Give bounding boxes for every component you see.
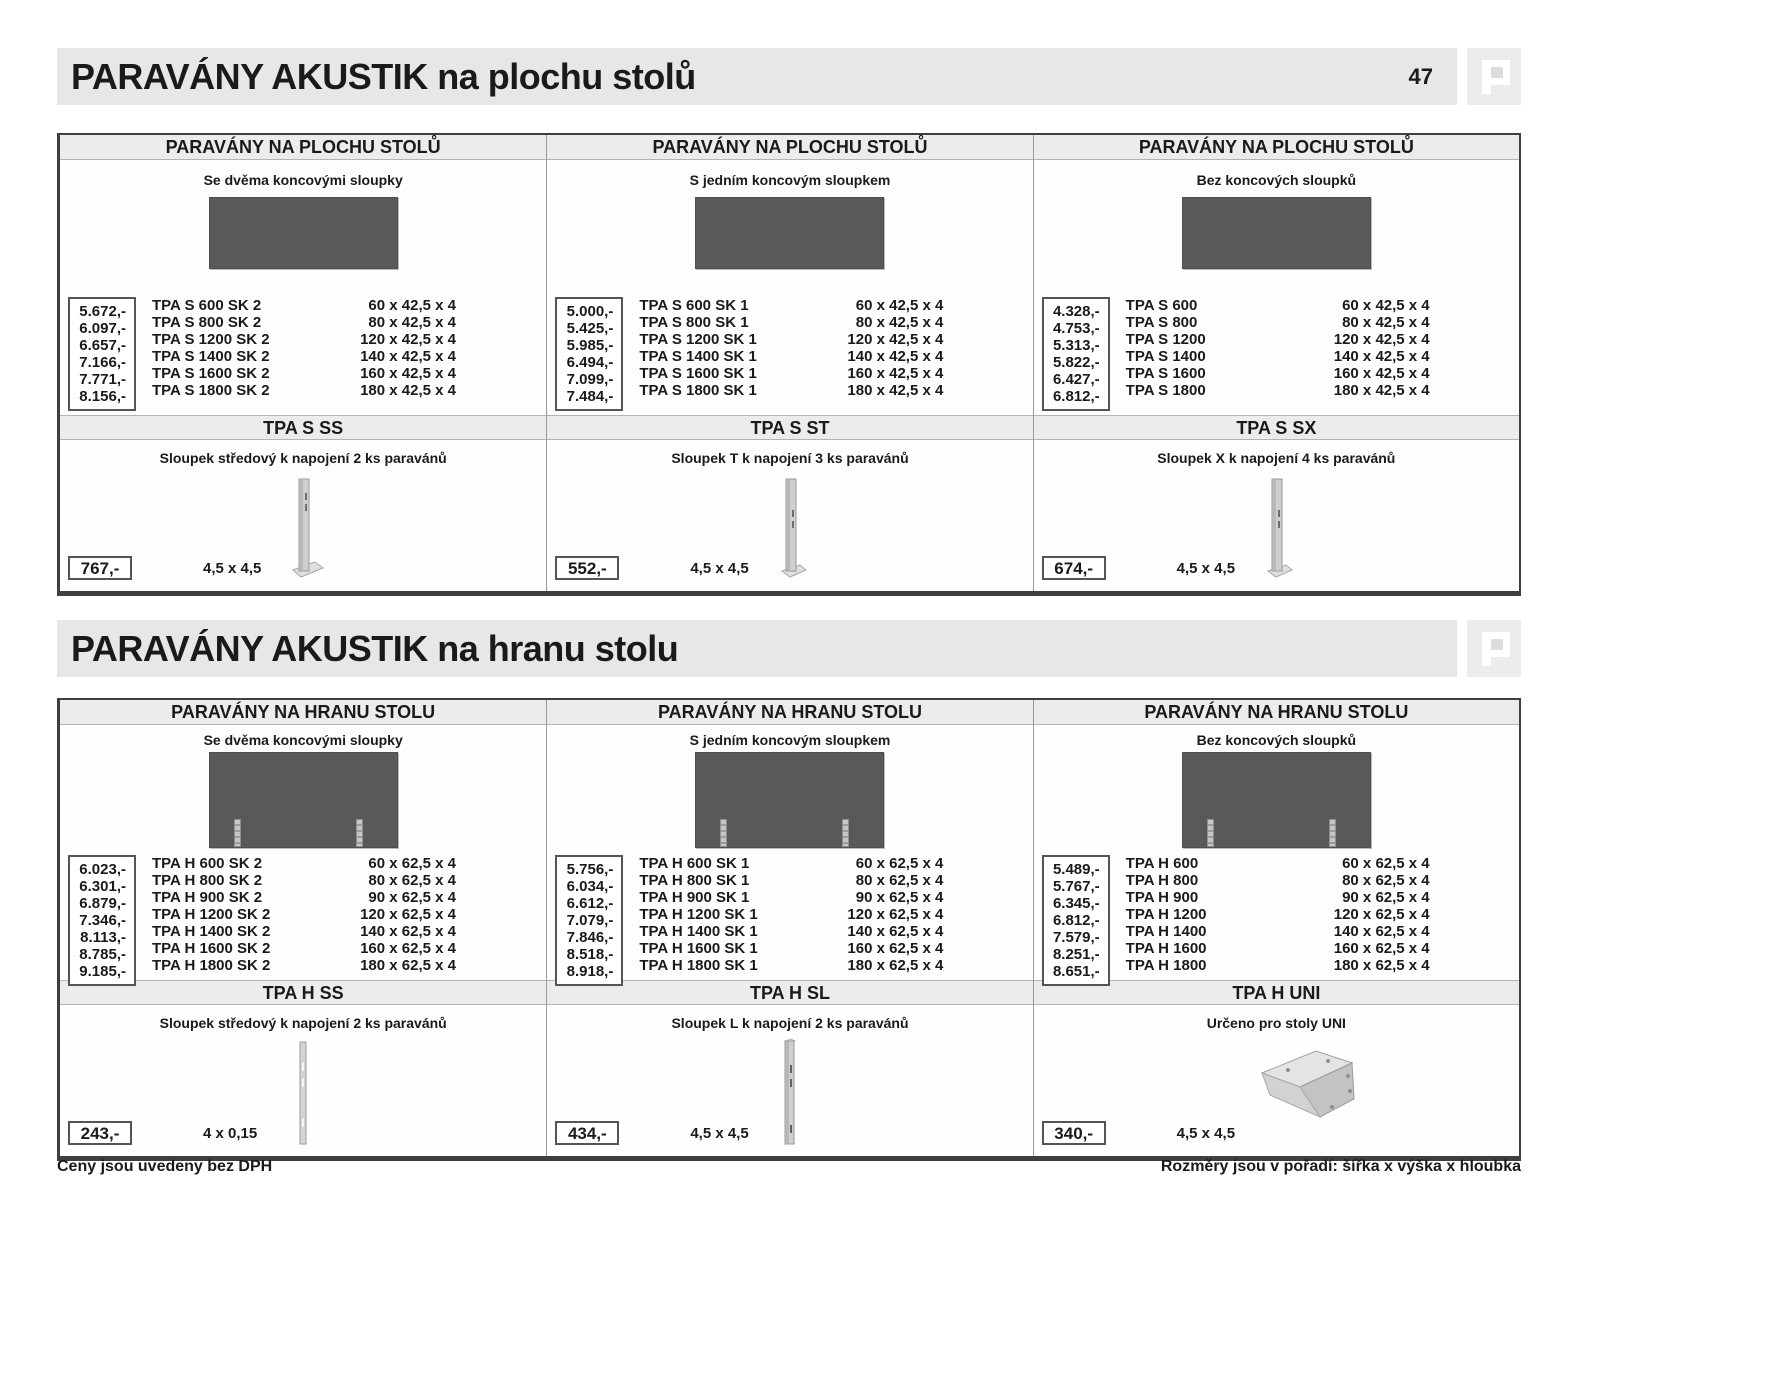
product-price: 6.812,- [1052,912,1100,929]
product-code: TPA H 600 [1125,855,1199,872]
product-code: TPA S 1400 [1125,348,1206,365]
product-price: 6.301,- [79,878,126,895]
product-dims: 140 x 42,5 x 4 [360,348,456,365]
dims-list [821,297,943,411]
product-code: TPA S 800 SK 1 [639,314,749,331]
section2-title-band [57,620,1457,677]
product-dims: 120 x 42,5 x 4 [1333,331,1430,348]
product-code: TPA H 1400 [1125,923,1207,940]
product-code: TPA H 1400 SK 2 [152,923,271,940]
product-price: 9.185,- [79,963,126,980]
product-code: TPA H 800 SK 2 [152,872,263,889]
product-dims: 140 x 62,5 x 4 [847,923,944,940]
product-price: 6.494,- [566,354,614,371]
product-code: TPA H 1600 SK 1 [639,940,758,957]
product-code: TPA S 600 SK 1 [639,297,749,314]
product-dims: 120 x 62,5 x 4 [1333,906,1430,923]
dims-list [334,855,456,986]
strip-post-image [293,1040,313,1151]
product-code: TPA S 1200 SK 2 [152,331,270,348]
product-list [1034,855,1519,986]
product-code: TPA H 600 SK 2 [152,855,263,872]
mount-leg-icon [234,819,241,847]
product-dims: 180 x 62,5 x 4 [847,957,944,974]
accessory-dims: 4,5 x 4,5 [203,560,262,577]
product-code: TPA H 1200 SK 1 [639,906,758,923]
product-dims: 160 x 42,5 x 4 [360,365,456,382]
product-dims: 80 x 62,5 x 4 [1342,872,1430,889]
accessory-price: 340,- [1042,1121,1106,1145]
product-list [1034,297,1519,411]
column-subtitle: S jedním koncovým sloupkem [689,732,891,748]
product-dims: 160 x 62,5 x 4 [847,940,944,957]
mount-leg-icon [1207,819,1214,847]
accessory-dims: 4 x 0,15 [203,1125,258,1142]
product-price: 4.753,- [1052,320,1100,337]
bracket-image [1240,1043,1370,1128]
accessory-area [547,440,1032,591]
product-area [60,725,546,980]
product-price: 6.345,- [1052,895,1100,912]
accessory-area [1034,440,1519,591]
product-code: TPA S 800 [1125,314,1198,331]
price-list [555,297,623,411]
product-price: 5.425,- [566,320,614,337]
panel-image [1182,752,1371,848]
footer-note-right: Rozměry jsou v pořadí: šířka x výška x hloubka [1160,1158,1521,1175]
dims-list [334,297,456,411]
table2-column-1 [60,700,546,1156]
product-dims: 60 x 62,5 x 4 [855,855,944,872]
column-header: PARAVÁNY NA PLOCHU STOLŮ [60,135,546,160]
product-code: TPA H 1600 [1125,940,1207,957]
accessory-price: 767,- [68,556,132,580]
table1-column-3 [1033,135,1519,591]
product-code: TPA S 1400 SK 2 [152,348,270,365]
section1-title-sub: na plochu stolů [427,55,696,97]
page-number: 47 [1408,63,1433,89]
product-dims: 120 x 42,5 x 4 [847,331,944,348]
accessory-description: Sloupek X k napojení 4 ks paravánů [1157,450,1396,466]
product-dims: 60 x 62,5 x 4 [1342,855,1430,872]
product-dims: 90 x 62,5 x 4 [368,889,456,906]
product-price: 6.612,- [566,895,614,912]
product-code: TPA S 800 SK 2 [152,314,262,331]
product-area [1034,725,1519,980]
product-code: TPA H 900 SK 2 [152,889,263,906]
product-price: 8.651,- [1052,963,1100,980]
product-price: 6.097,- [79,320,126,337]
mount-leg-icon [842,819,849,847]
product-dims: 90 x 62,5 x 4 [855,889,944,906]
code-list [639,297,821,411]
product-dims: 140 x 42,5 x 4 [847,348,944,365]
column-header: PARAVÁNY NA HRANU STOLU [547,700,1032,725]
product-area [60,160,546,415]
dims-list [1308,855,1430,986]
section1-title [57,56,696,98]
table2-column-2 [546,700,1032,1156]
code-list [152,855,334,986]
column-subtitle: Bez koncových sloupků [1196,172,1357,188]
accessory-description: Sloupek středový k napojení 2 ks paravánů [159,450,447,466]
column-header: PARAVÁNY NA HRANU STOLU [60,700,546,725]
section1-title-band [57,48,1457,105]
product-dims: 160 x 42,5 x 4 [1333,365,1430,382]
product-dims: 90 x 62,5 x 4 [1342,889,1430,906]
product-price: 8.785,- [79,946,126,963]
accessory-area [60,440,546,591]
dims-list [1308,297,1430,411]
accessory-area [60,1005,546,1156]
product-code: TPA H 800 [1125,872,1199,889]
product-price: 7.079,- [566,912,614,929]
accessory-description: Sloupek T k napojení 3 ks paravánů [671,450,909,466]
product-price: 7.166,- [79,354,126,371]
product-area [547,725,1032,980]
catalog-table-hranu [57,698,1521,1161]
post-image [279,477,327,586]
column-header: PARAVÁNY NA PLOCHU STOLŮ [1034,135,1519,160]
accessory-description: Sloupek středový k napojení 2 ks paravánů [159,1015,447,1031]
product-price: 6.427,- [1052,371,1100,388]
product-dims: 180 x 62,5 x 4 [360,957,456,974]
section2-title [57,628,678,670]
product-price: 7.846,- [566,929,614,946]
product-price: 6.879,- [79,895,126,912]
code-list [1126,297,1308,411]
product-price: 7.771,- [79,371,126,388]
accessory-price: 552,- [555,556,619,580]
column-subtitle: S jedním koncovým sloupkem [689,172,891,188]
product-code: TPA H 900 [1125,889,1199,906]
product-price: 8.518,- [566,946,614,963]
product-code: TPA H 1400 SK 1 [639,923,758,940]
product-code: TPA S 1600 [1125,365,1206,382]
product-dims: 80 x 62,5 x 4 [855,872,944,889]
product-price: 7.579,- [1052,929,1100,946]
product-dims: 180 x 42,5 x 4 [360,382,456,399]
product-price: 6.812,- [1052,388,1100,405]
product-price: 5.822,- [1052,354,1100,371]
product-price: 6.657,- [79,337,126,354]
accessory-dims: 4,5 x 4,5 [1176,560,1236,577]
product-code: TPA S 600 [1125,297,1198,314]
table1-column-2 [546,135,1032,591]
product-area [1034,160,1519,415]
product-code: TPA H 1800 SK 1 [639,957,758,974]
code-list [1126,855,1308,986]
post-image [766,477,814,586]
product-price: 8.918,- [566,963,614,980]
accessory-name: TPA S SX [1034,415,1519,440]
column-subtitle: Se dvěma koncovými sloupky [203,732,403,748]
post-image [777,1037,803,1152]
accessory-dims: 4,5 x 4,5 [690,560,749,577]
accessory-dims: 4,5 x 4,5 [1176,1125,1236,1142]
product-code: TPA S 600 SK 2 [152,297,262,314]
product-dims: 80 x 42,5 x 4 [1342,314,1430,331]
product-dims: 80 x 42,5 x 4 [855,314,944,331]
product-dims: 120 x 42,5 x 4 [360,331,456,348]
price-list [68,855,136,986]
product-code: TPA H 1200 SK 2 [152,906,271,923]
column-subtitle: Bez koncových sloupků [1196,732,1357,748]
product-dims: 180 x 42,5 x 4 [1333,382,1430,399]
product-code: TPA S 1800 SK 2 [152,382,270,399]
accessory-area [547,1005,1032,1156]
product-dims: 60 x 42,5 x 4 [1342,297,1430,314]
product-dims: 60 x 42,5 x 4 [368,297,456,314]
product-code: TPA H 1800 [1125,957,1207,974]
price-list [68,297,136,411]
price-list [1042,855,1110,986]
accessory-name: TPA H SL [547,980,1032,1005]
column-header: PARAVÁNY NA HRANU STOLU [1034,700,1519,725]
accessory-name: TPA H UNI [1034,980,1519,1005]
product-dims: 80 x 42,5 x 4 [368,314,456,331]
code-list [152,297,334,411]
panel-image [695,752,884,848]
product-dims: 160 x 62,5 x 4 [360,940,456,957]
price-list [555,855,623,986]
product-price: 5.767,- [1052,878,1100,895]
product-dims: 60 x 42,5 x 4 [855,297,944,314]
product-price: 5.489,- [1052,861,1100,878]
product-dims: 160 x 62,5 x 4 [1333,940,1430,957]
accessory-area [1034,1005,1519,1156]
product-price: 7.484,- [566,388,614,405]
mount-leg-icon [720,819,727,847]
product-dims: 180 x 42,5 x 4 [847,382,944,399]
accessory-dims: 4,5 x 4,5 [690,1125,749,1142]
product-dims: 60 x 62,5 x 4 [368,855,456,872]
product-dims: 160 x 42,5 x 4 [847,365,944,382]
product-code: TPA H 1200 [1125,906,1207,923]
product-code: TPA S 1800 [1125,382,1206,399]
product-price: 5.985,- [566,337,614,354]
panel-image [1182,197,1371,269]
footer-note-left: Ceny jsou uvedeny bez DPH [57,1158,273,1175]
post-image [1252,477,1300,586]
product-dims: 120 x 62,5 x 4 [360,906,456,923]
column-header: PARAVÁNY NA PLOCHU STOLŮ [547,135,1032,160]
panel-image [695,197,884,269]
catalog-table-plochu [57,133,1521,596]
accessory-name: TPA S ST [547,415,1032,440]
section2-title-sub: na hranu stolu [427,627,679,669]
product-price: 5.756,- [566,861,614,878]
product-area [547,160,1032,415]
mount-leg-icon [356,819,363,847]
product-code: TPA S 1800 SK 1 [639,382,757,399]
product-code: TPA S 1400 SK 1 [639,348,757,365]
product-code: TPA H 900 SK 1 [639,889,750,906]
accessory-price: 674,- [1042,556,1106,580]
brand-logo-icon [1467,620,1521,677]
product-code: TPA H 1600 SK 2 [152,940,271,957]
product-price: 6.034,- [566,878,614,895]
product-price: 6.023,- [79,861,126,878]
accessory-name: TPA H SS [60,980,546,1005]
product-list [547,297,1032,411]
section2-title-main: PARAVÁNY AKUSTIK [71,627,428,669]
table1-column-1 [60,135,546,591]
accessory-description: Určeno pro stoly UNI [1206,1015,1346,1031]
product-price: 5.672,- [79,303,126,320]
column-subtitle: Se dvěma koncovými sloupky [203,172,403,188]
product-price: 8.113,- [80,929,126,946]
product-code: TPA H 1800 SK 2 [152,957,271,974]
code-list [639,855,821,986]
table2-column-3 [1033,700,1519,1156]
product-code: TPA S 1200 SK 1 [639,331,757,348]
product-price: 4.328,- [1052,303,1100,320]
panel-image [209,197,398,269]
product-price: 7.346,- [79,912,126,929]
product-price: 5.313,- [1052,337,1100,354]
product-dims: 140 x 62,5 x 4 [360,923,456,940]
product-code: TPA H 800 SK 1 [639,872,750,889]
product-dims: 140 x 62,5 x 4 [1333,923,1430,940]
price-list [1042,297,1110,411]
product-code: TPA S 1600 SK 2 [152,365,270,382]
product-price: 8.156,- [79,388,126,405]
accessory-price: 434,- [555,1121,619,1145]
brand-logo-icon [1467,48,1521,105]
product-price: 8.251,- [1052,946,1100,963]
accessory-name: TPA S SS [60,415,546,440]
dims-list [821,855,943,986]
product-dims: 120 x 62,5 x 4 [847,906,944,923]
product-list [547,855,1032,986]
accessory-description: Sloupek L k napojení 2 ks paravánů [671,1015,909,1031]
product-price: 7.099,- [566,371,614,388]
product-list [60,855,546,986]
product-dims: 180 x 62,5 x 4 [1333,957,1430,974]
product-dims: 140 x 42,5 x 4 [1333,348,1430,365]
panel-image [209,752,398,848]
mount-leg-icon [1329,819,1336,847]
section1-title-main: PARAVÁNY AKUSTIK [71,55,428,97]
product-dims: 80 x 62,5 x 4 [368,872,456,889]
product-code: TPA H 600 SK 1 [639,855,750,872]
accessory-price: 243,- [68,1121,132,1145]
product-list [60,297,546,411]
product-code: TPA S 1600 SK 1 [639,365,757,382]
product-code: TPA S 1200 [1125,331,1206,348]
product-price: 5.000,- [566,303,614,320]
